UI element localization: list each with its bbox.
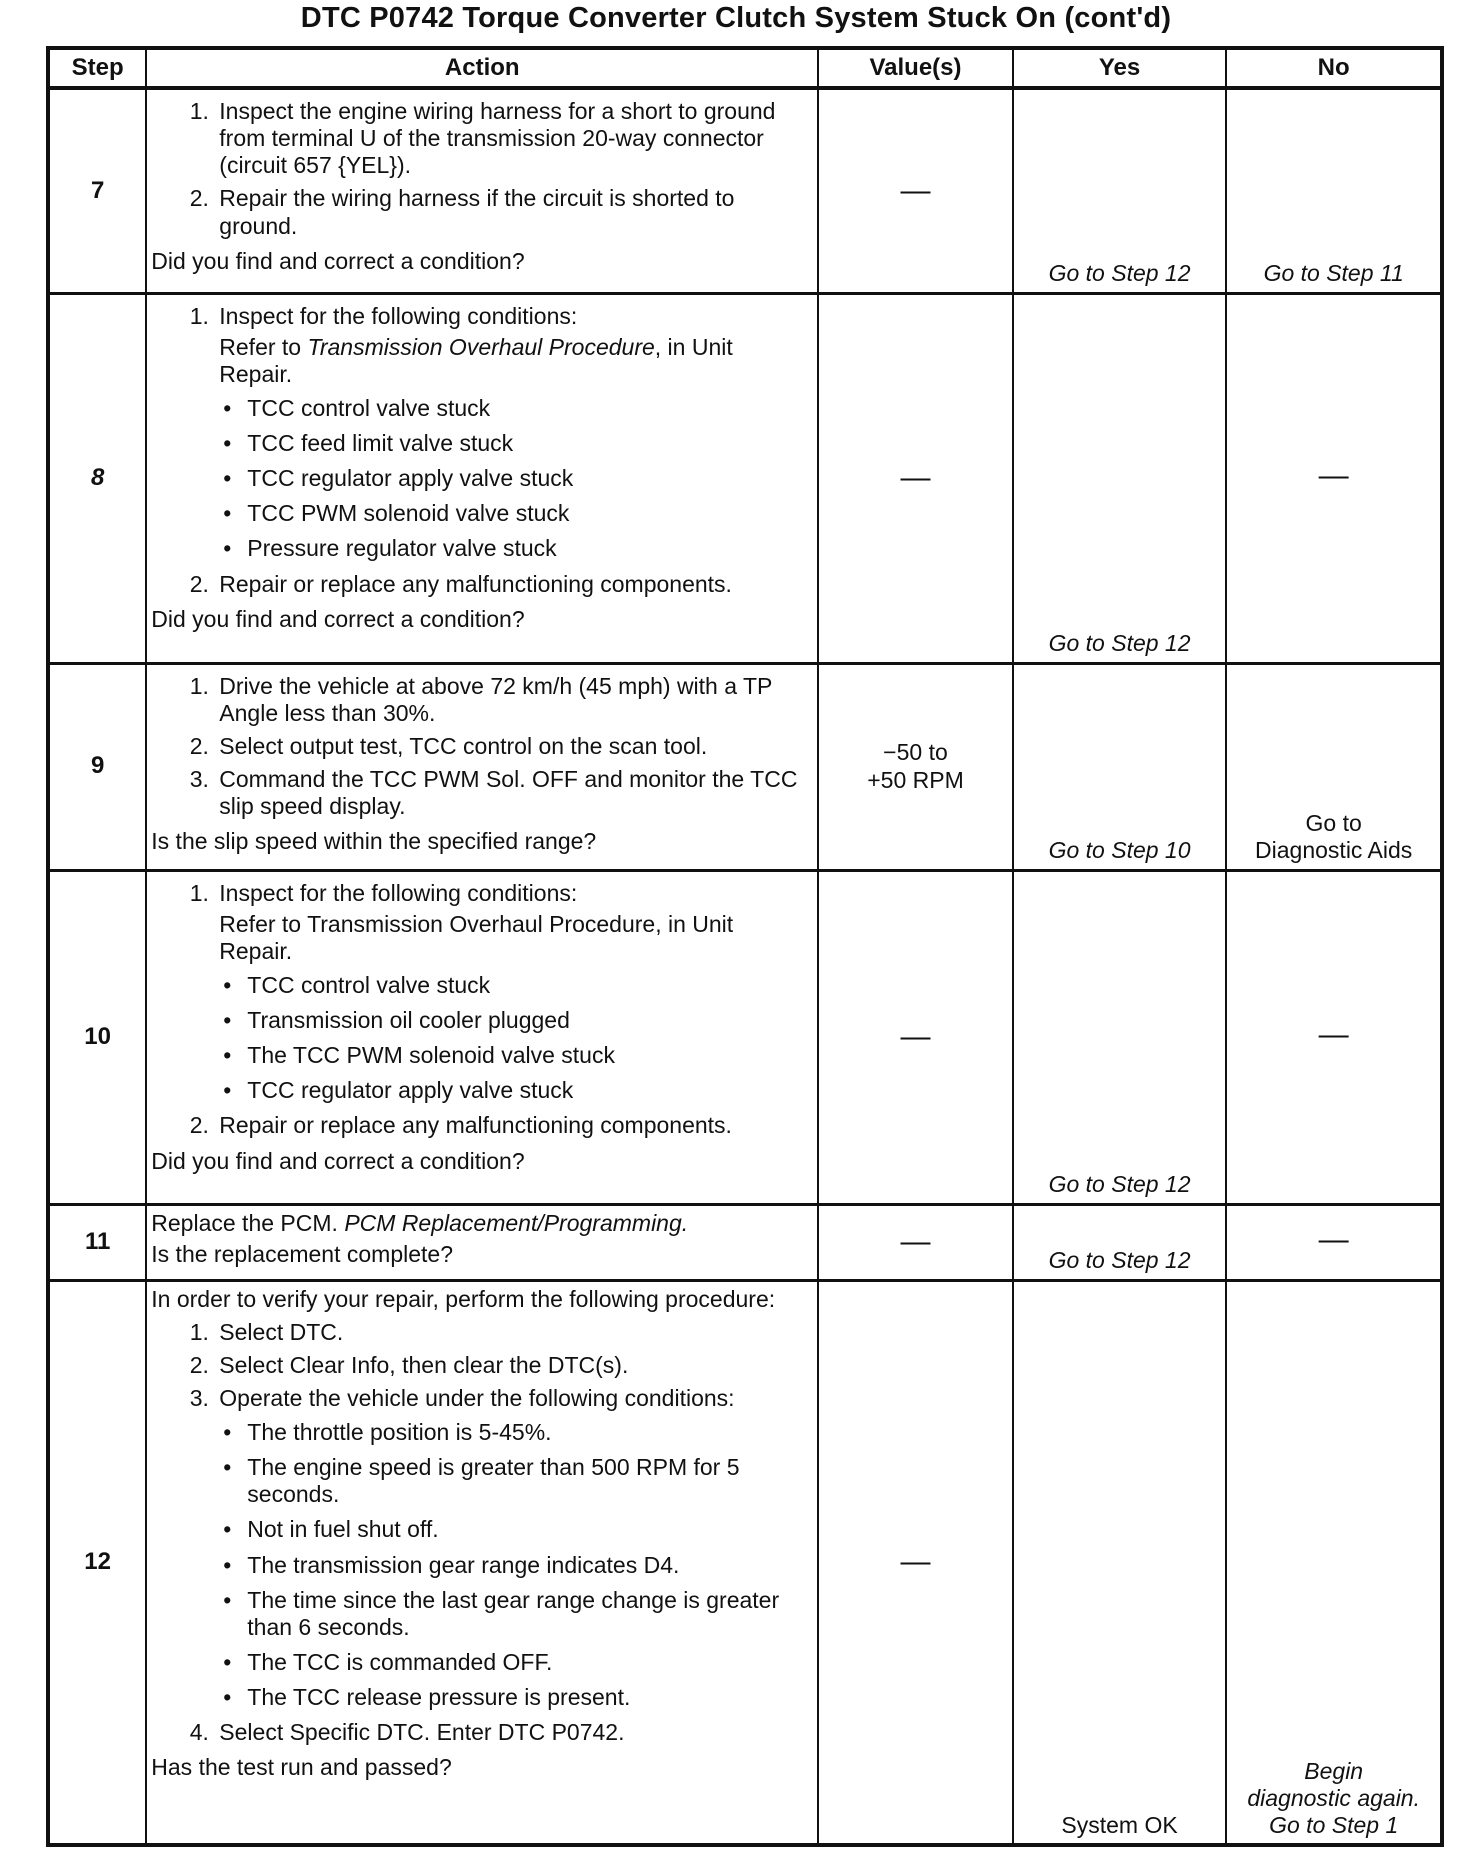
action-list xyxy=(147,90,817,240)
list-item: • Not in fuel shut off. xyxy=(247,1516,807,1543)
value-cell: −50 to +50 RPM xyxy=(818,663,1013,870)
list-item: • The time since the last gear range change is greater than 6 seconds. xyxy=(247,1587,807,1641)
value-cell: — xyxy=(818,1280,1013,1845)
list-item: • TCC control valve stuck xyxy=(247,972,807,999)
step-number: 10 xyxy=(48,870,146,1204)
question-text: Is the slip speed within the specified range? xyxy=(151,828,597,855)
list-item: • The TCC is commanded OFF. xyxy=(247,1649,807,1676)
list-item: • The transmission gear range indicates D4. xyxy=(247,1552,807,1579)
procedure-reference: Transmission Overhaul Procedure xyxy=(307,333,655,360)
action-cell xyxy=(146,870,818,1204)
header-yes: Yes xyxy=(1013,48,1227,88)
list-item: 1. Drive the vehicle at above 72 km/h (45 mph) with a TP Angle less than 30%. xyxy=(215,673,807,727)
header-action: Action xyxy=(146,48,818,88)
condition-list xyxy=(219,972,807,1105)
condition-list xyxy=(219,1419,807,1711)
list-item: 1. Inspect the engine wiring harness for a short to ground from terminal U of the transmission 20-way connector (circuit 657 {YEL}). xyxy=(215,98,807,179)
list-item: 2. Select Clear Info, then clear the DTC(s). xyxy=(215,1352,807,1379)
no-cell: — xyxy=(1226,1204,1442,1280)
value-cell: — xyxy=(818,293,1013,663)
header-no: No xyxy=(1226,48,1442,88)
no-cell: Go to Diagnostic Aids xyxy=(1226,663,1442,870)
value-cell: — xyxy=(818,870,1013,1204)
list-item: 1. Inspect for the following conditions: Refer to Transmission Overhaul Procedure, in Unit Repair. • TCC control valve stuck • TCC feed limit valve stuck • TCC regulator apply valve stuck • TCC PWM solenoid valve stuck • Pressure regulator valve stuck xyxy=(215,303,807,563)
no-cell: — xyxy=(1226,293,1442,663)
action-list xyxy=(147,665,817,821)
list-item: • Transmission oil cooler plugged xyxy=(247,1007,807,1034)
value-cell: — xyxy=(818,88,1013,293)
action-list xyxy=(147,295,817,598)
list-item: • The TCC PWM solenoid valve stuck xyxy=(247,1042,807,1069)
list-item: • TCC feed limit valve stuck xyxy=(247,430,807,457)
step-number: 9 xyxy=(48,663,146,870)
yes-cell: Go to Step 10 xyxy=(1013,663,1227,870)
list-item: 3. Command the TCC PWM Sol. OFF and monitor the TCC slip speed display. xyxy=(215,766,807,820)
list-item: • The engine speed is greater than 500 RPM for 5 seconds. xyxy=(247,1454,807,1508)
list-item: 4. Select Specific DTC. Enter DTC P0742. xyxy=(215,1719,807,1746)
action-cell xyxy=(146,663,818,870)
no-cell: — xyxy=(1226,870,1442,1204)
action-cell xyxy=(146,1280,818,1845)
action-cell xyxy=(146,1204,818,1280)
yes-cell: System OK xyxy=(1013,1280,1227,1845)
action-cell xyxy=(146,88,818,293)
list-item: • The throttle position is 5-45%. xyxy=(247,1419,807,1446)
yes-cell: Go to Step 12 xyxy=(1013,1204,1227,1280)
action-list xyxy=(147,1319,817,1747)
list-item: • TCC PWM solenoid valve stuck xyxy=(247,500,807,527)
list-item: 2. Select output test, TCC control on the scan tool. xyxy=(215,733,807,760)
header-step: Step xyxy=(48,48,146,88)
table-row xyxy=(48,663,1442,870)
yes-cell: Go to Step 12 xyxy=(1013,293,1227,663)
step-number: 11 xyxy=(48,1204,146,1280)
list-item: 1. Inspect for the following conditions: Refer to Transmission Overhaul Procedure, in Unit Repair. • TCC control valve stuck • Transmission oil cooler plugged • The TCC PWM solenoid valve stuck • TCC regulator apply valve stuck xyxy=(215,880,807,1105)
question-text: Did you find and correct a condition? xyxy=(151,605,525,632)
page-title: DTC P0742 Torque Converter Clutch System Stuck On (cont'd) xyxy=(300,2,1172,34)
list-item: 1. Select DTC. xyxy=(215,1319,807,1346)
table-row xyxy=(48,870,1442,1204)
list-item: • TCC regulator apply valve stuck xyxy=(247,465,807,492)
question-text: Did you find and correct a condition? xyxy=(151,1147,525,1174)
list-item: 3. Operate the vehicle under the following conditions: • The throttle position is 5-45%. • The engine speed is greater than 500 RPM for 5 seconds. • Not in fuel shut off. • The transmission gear range indicates D4. • The time since the last gear range change is greater than 6 seconds. • The TCC is commanded OFF. • The TCC release pressure is present. xyxy=(215,1385,807,1711)
list-item: 2. Repair the wiring harness if the circuit is shorted to ground. xyxy=(215,185,807,239)
list-item: • TCC control valve stuck xyxy=(247,395,807,422)
intro-text: In order to verify your repair, perform the following procedure: xyxy=(151,1285,776,1312)
yes-cell: Go to Step 12 xyxy=(1013,88,1227,293)
table-row xyxy=(48,293,1442,663)
table-row xyxy=(48,88,1442,293)
action-cell xyxy=(146,293,818,663)
refer-note: Refer to Transmission Overhaul Procedure, in Unit Repair. xyxy=(219,910,734,964)
table-row xyxy=(48,1204,1442,1280)
table-header-row xyxy=(48,48,1442,88)
step-number: 8 xyxy=(48,293,146,663)
list-item: 2. Repair or replace any malfunctioning components. xyxy=(215,571,807,598)
no-cell: Go to Step 11 xyxy=(1226,88,1442,293)
action-list xyxy=(147,872,817,1140)
question-text: Is the replacement complete? xyxy=(151,1240,453,1267)
step-number: 12 xyxy=(48,1280,146,1845)
action-text: Replace the PCM. PCM Replacement/Programming. xyxy=(151,1209,689,1236)
no-cell: Begin diagnostic again. Go to Step 1 xyxy=(1226,1280,1442,1845)
diagnostic-table xyxy=(46,46,1444,1847)
question-text: Has the test run and passed? xyxy=(151,1754,452,1781)
list-item: 2. Repair or replace any malfunctioning components. xyxy=(215,1112,807,1139)
list-item: • The TCC release pressure is present. xyxy=(247,1684,807,1711)
question-text: Did you find and correct a condition? xyxy=(151,247,525,274)
header-values: Value(s) xyxy=(818,48,1013,88)
procedure-reference: PCM Replacement/Programming. xyxy=(344,1209,689,1236)
list-item: • Pressure regulator valve stuck xyxy=(247,535,807,562)
table-row xyxy=(48,1280,1442,1845)
refer-note: Refer to Transmission Overhaul Procedure, in Unit Repair. xyxy=(219,333,733,387)
yes-cell: Go to Step 12 xyxy=(1013,870,1227,1204)
condition-list xyxy=(219,395,807,563)
list-item: • TCC regulator apply valve stuck xyxy=(247,1077,807,1104)
value-cell: — xyxy=(818,1204,1013,1280)
step-number: 7 xyxy=(48,88,146,293)
